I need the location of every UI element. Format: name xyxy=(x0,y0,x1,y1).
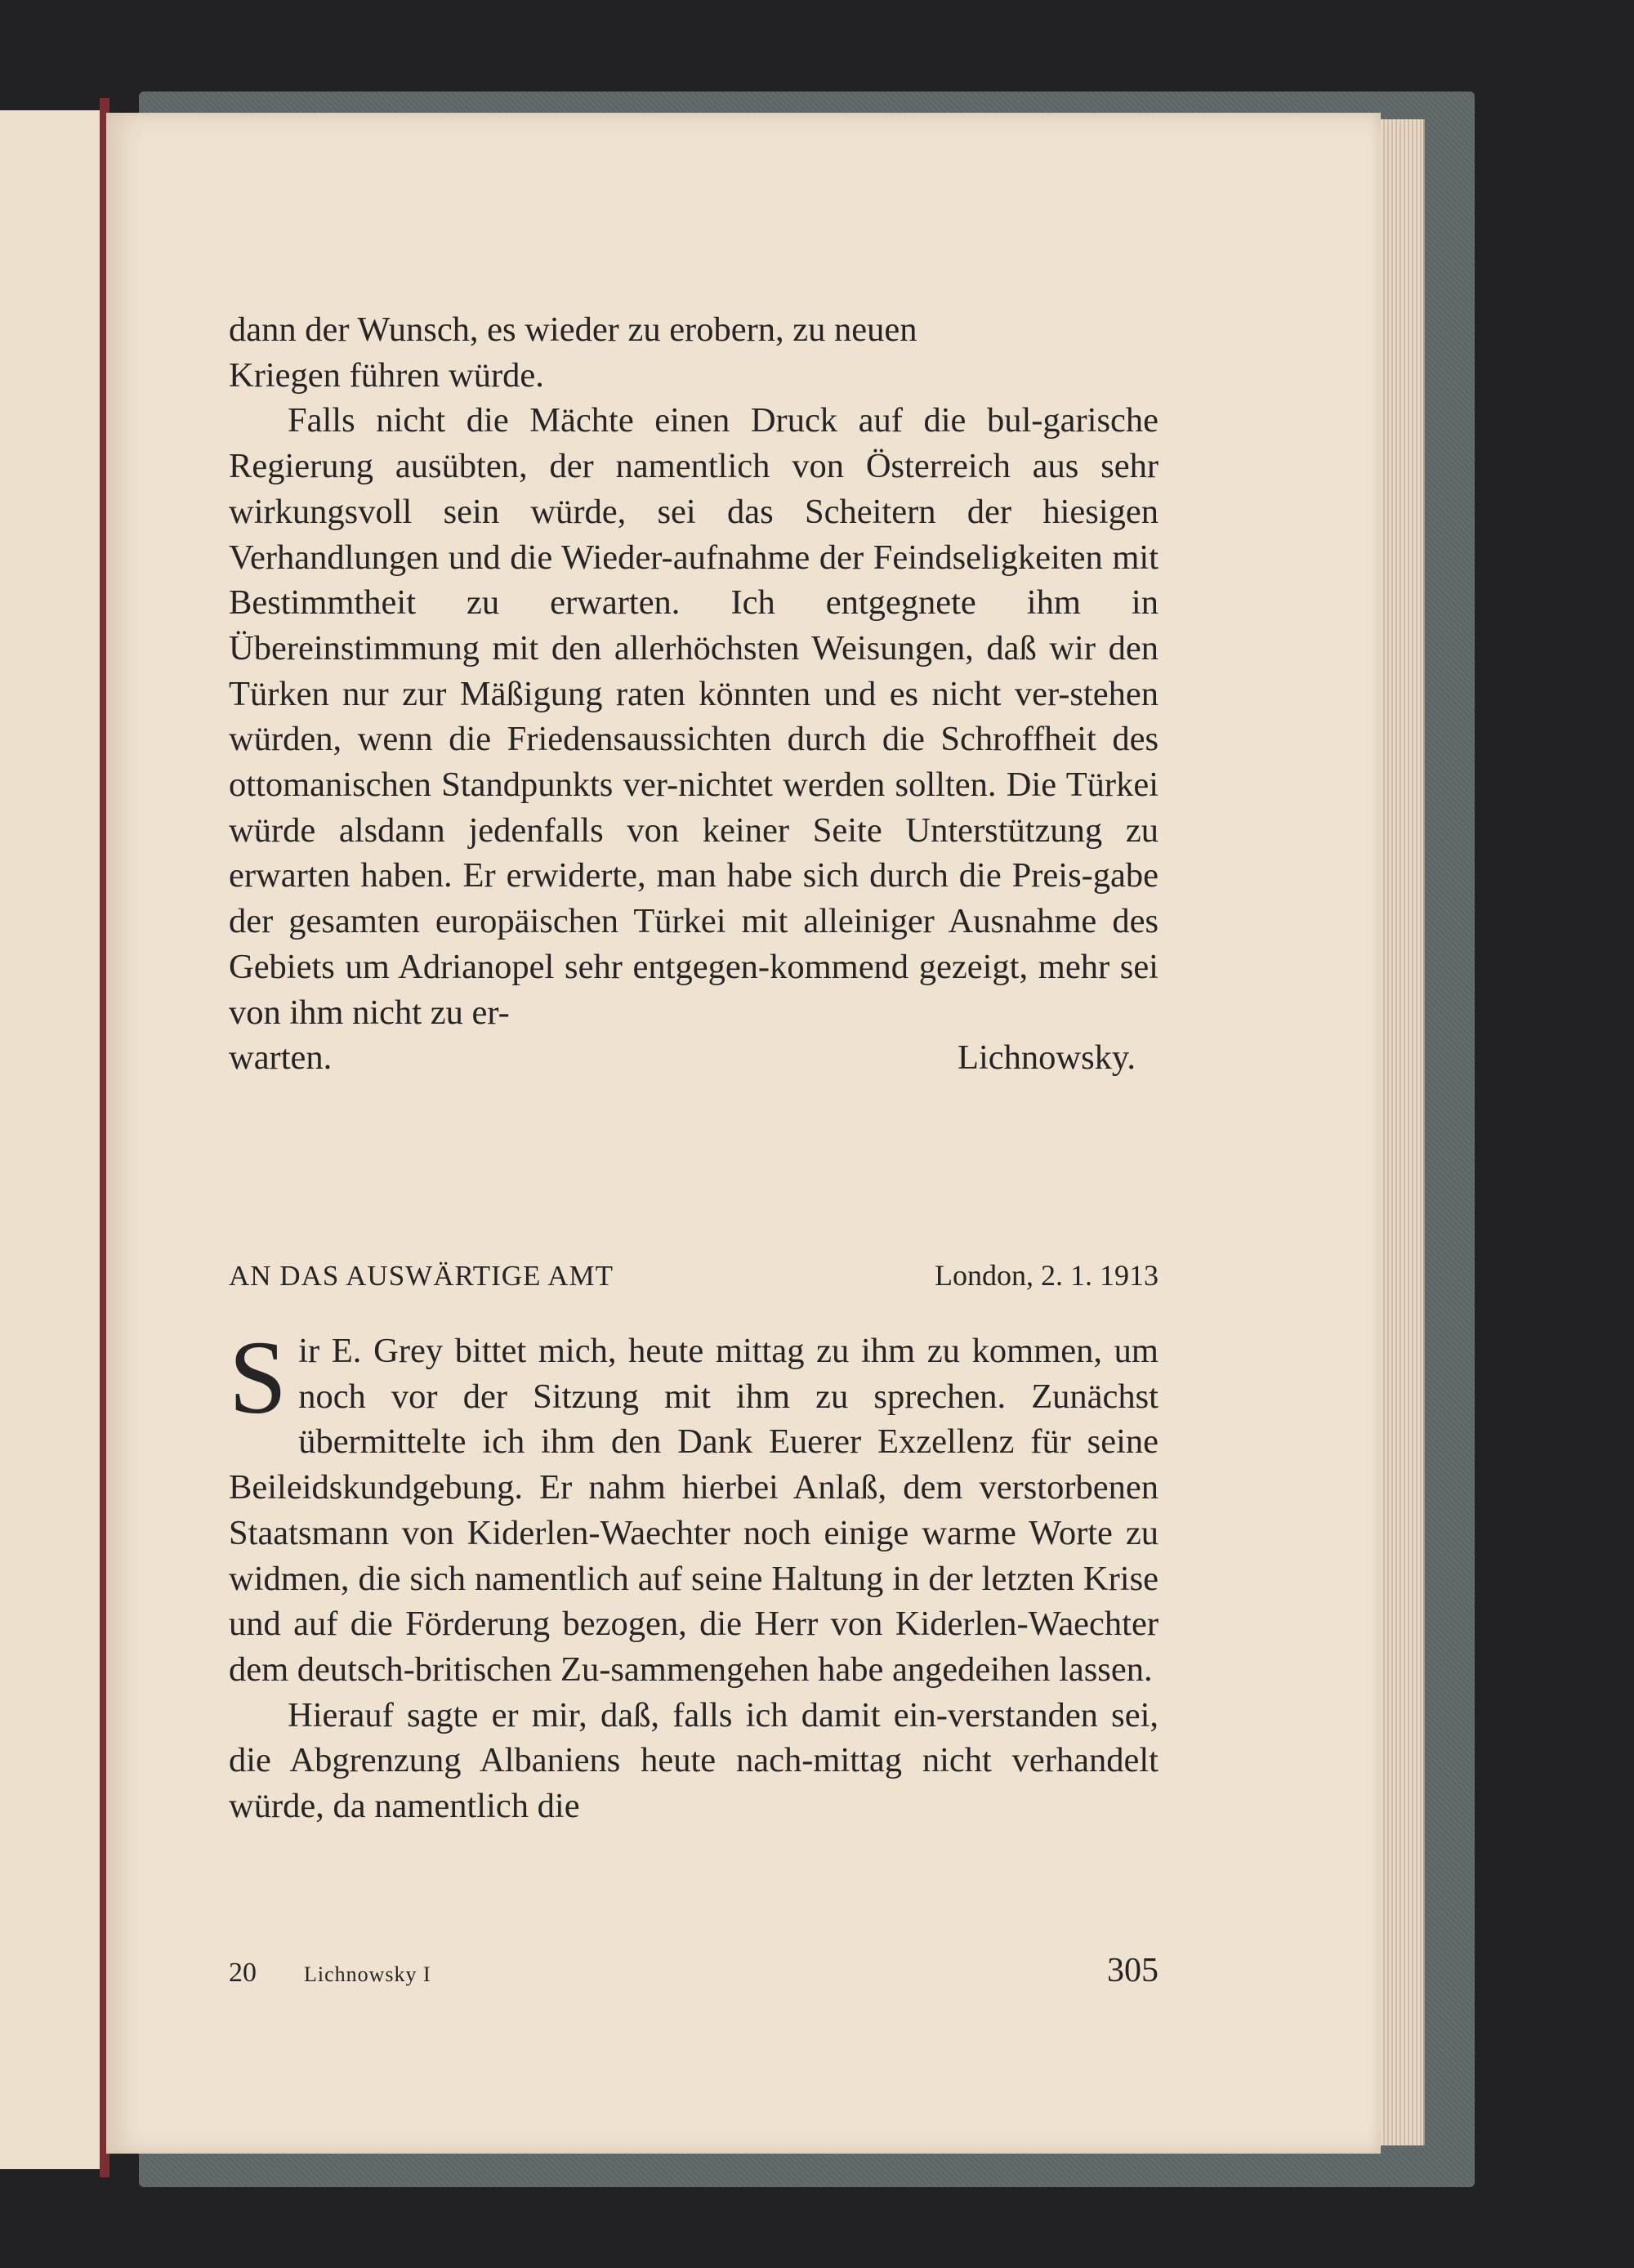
paragraph: Falls nicht die Mächte einen Druck auf die bul-garische Regierung ausübten, der namentlich von Österreich aus sehr wirkungsvoll sein würde, sei das Scheitern der hiesigen Verhandlungen und die Wieder-aufnahme der Feindseligkeiten mit Bestimmtheit zu erwarten. Ich entgegnete ihm in Übereinstimmung mit den allerhöchsten Weisungen, daß wir den Türken nur zur Mäßigung raten könnten und es nicht ver-stehen würden, wenn die Friedensaussichten durch die Schroffheit des ottomanischen Standpunkts ver-nichtet werden sollten. Die Türkei würde alsdann jedenfalls von keiner Seite Unterstützung zu erwarten haben. Er erwiderte, man habe sich durch die Preis-gabe der gesamten europäischen Türkei mit alleiniger Ausnahme des Gebiets um Adrianopel sehr entgegen-kommend gezeigt, mehr sei von ihm nicht zu er- xyxy=(229,401,1159,1032)
paragraph: ir E. Grey bittet mich, heute mittag zu ihm zu kommen, um noch vor der Sitzung mit ihm zu sprechen. Zunächst übermittelte ich ihm den Dank Euerer Exzellenz für seine Beileidskundgebung. Er nahm hierbei Anlaß, dem verstorbenen Staatsmann von Kiderlen-Waechter noch einige warme Worte zu widmen, die sich namentlich auf seine Haltung in der letzten Krise und auf die Förderung bezogen, die Herr von Kiderlen-Waechter dem deutsch-britischen Zu-sammengehen habe angedeihen lassen. xyxy=(229,1332,1159,1689)
place-date: London, 2. 1. 1913 xyxy=(935,1259,1159,1292)
page-footer xyxy=(229,1951,1159,2000)
continued-letter-text xyxy=(229,307,1159,1081)
signature-mark: 20 xyxy=(229,1958,257,1988)
text-line: Kriegen führen würde. xyxy=(229,355,544,395)
page-stack-edges xyxy=(1381,119,1425,2145)
left-page-edge xyxy=(0,110,105,2169)
letter-text xyxy=(229,1319,1159,1829)
paragraph: Hierauf sagte er mir, daß, falls ich damit ein-verstanden sei, die Abgrenzung Albaniens heute nach-mittag nicht verhandelt würde, da namentlich die xyxy=(229,1695,1159,1826)
closing-line xyxy=(229,1035,1159,1081)
signature: Lichnowsky. xyxy=(958,1038,1136,1078)
text-line: dann der Wunsch, es wieder zu erobern, zu neuen xyxy=(229,310,917,349)
final-word: warten. xyxy=(229,1038,333,1078)
drop-cap: S xyxy=(229,1319,288,1435)
recipient-heading: AN DAS AUSWÄRTIGE AMT xyxy=(229,1260,614,1292)
page-number: 305 xyxy=(1107,1952,1159,1989)
document-heading xyxy=(229,1258,1159,1292)
signature-name: Lichnowsky I xyxy=(304,1962,431,1986)
